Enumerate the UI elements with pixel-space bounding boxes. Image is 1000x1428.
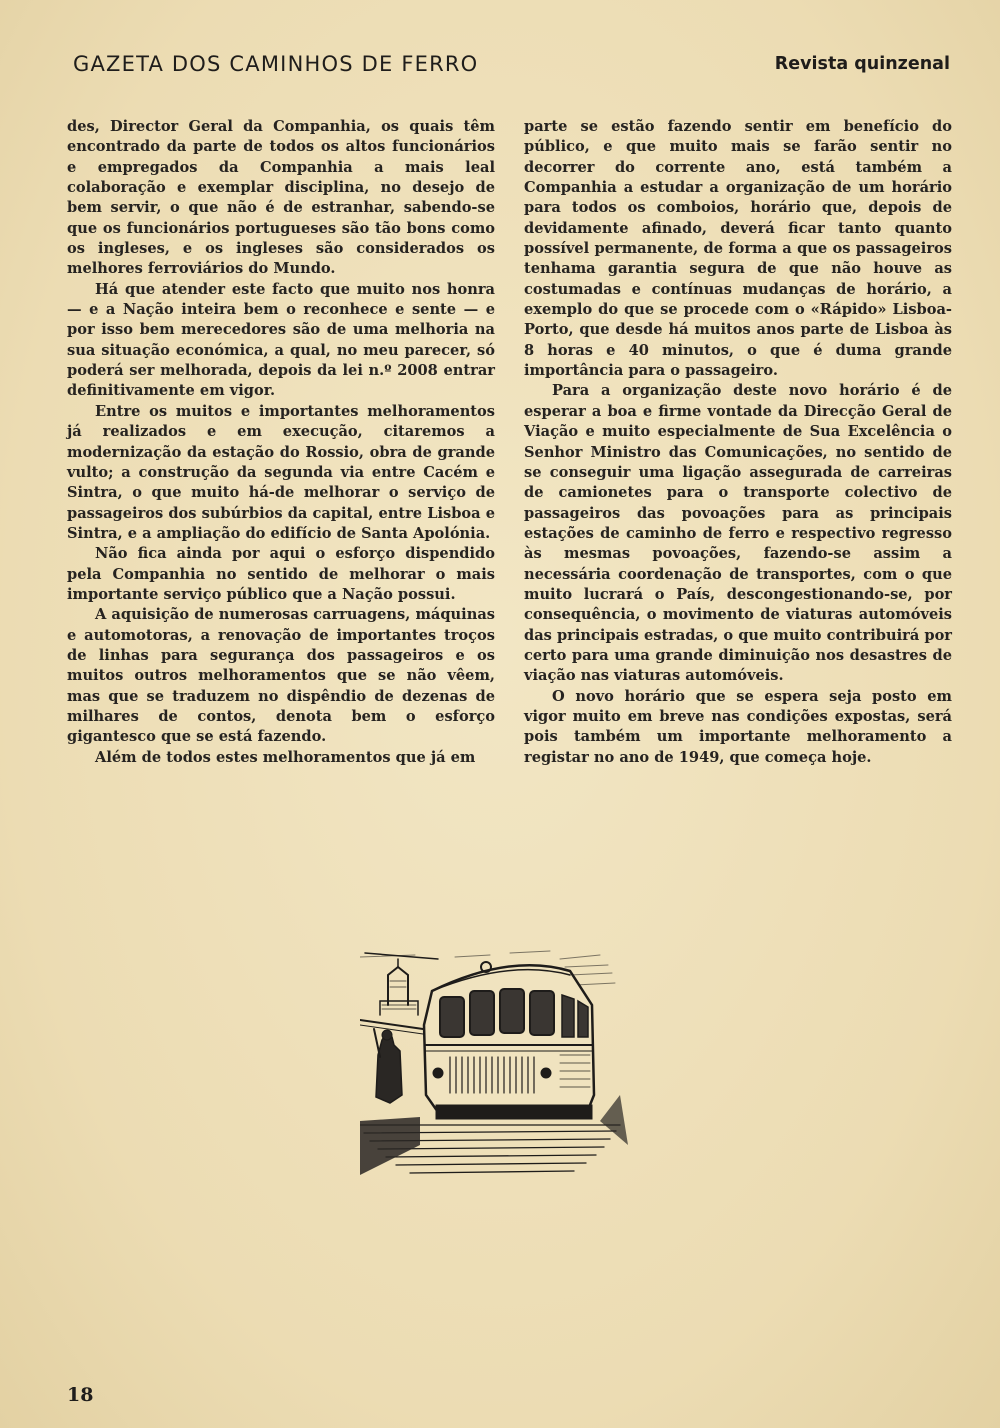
publication-title: GAZETA DOS CAMINHOS DE FERRO: [73, 52, 479, 76]
paragraph: A aquisição de numerosas carruagens, máquinas e automotoras, a renovação de importantes troços de linhas para segurança dos passageiros e os muitos outros melhoramentos que se não vêem, mas que se traduzem no dispêndio de dezenas de milhares de contos, denota bem o esforço gigantesco que se está fazendo.: [67, 606, 495, 746]
paragraph: Não fica ainda por aqui o esforço dispendido pela Companhia no sentido de melhorar o mais importante serviço público que a Nação possui.: [67, 545, 495, 603]
text-column-left: [67, 117, 495, 768]
paragraph: Para a organização deste novo horário é de esperar a boa e firme vontade da Direcção Geral de Viação e muito especialmente de Sua Excelência o Senhor Ministro das Comunicações, no sentido de se conseguir uma ligação assegurada de carreiras de camionetes para o transporte colectivo de passageiros das povoações para as principais estações de caminho de ferro e respectivo regresso às mesmas povoações, fazendo-se assim a necessária coordenação de transportes, com o que muito lucrará o País, descongestionando-se, por consequência, o movimento de viaturas automóveis das principais estradas, o que muito contribuirá por certo para uma grande diminuição nos desastres de viação nas viaturas automóveis.: [524, 382, 952, 685]
page-number: 18: [67, 1384, 94, 1406]
paragraph: Entre os muitos e importantes melhoramentos já realizados e em execução, citaremos a modernização da estação do Rossio, obra de grande vulto; a construção da segunda via entre Cacém e Sintra, o que muito há-de melhorar o serviço de passageiros dos subúrbios da capital, entre Lisboa e Sintra, e a ampliação do edifício de Santa Apolónia.: [67, 402, 495, 542]
paragraph: des, Director Geral da Companhia, os quais têm encontrado da parte de todos os altos funcionários e empregados da Companhia a mais leal colaboração e exemplar disciplina, no desejo de bem servir, o que não é de estranhar, sabendo-se que os funcionários portugueses são tão bons como os ingleses, e os ingleses são considerados os melhores ferroviários do Mundo.: [67, 118, 495, 278]
paragraph: O novo horário que se espera seja posto em vigor muito em breve nas condições expostas, será pois também um importante melhoramento a registar no ano de 1949, que começa hoje.: [524, 687, 952, 766]
railcar-illustration-icon: [360, 945, 628, 1185]
paragraph: Há que atender este facto que muito nos honra — e a Nação inteira bem o reconhece e sente — e por isso bem merecedores são de uma melhoria na sua situação económica, a qual, no meu parecer, só poderá ser melhorada, depois da lei n.º 2008 entrar definitivamente em vigor.: [67, 280, 495, 400]
paragraph: parte se estão fazendo sentir em benefício do público, e que muito mais se farão sentir no decorrer do corrente ano, está também a Companhia a estudar a organização de um horário para todos os comboios, horário que, depois de devidamente afinado, deverá ficar tanto quanto possível permanente, de forma a que os passageiros tenhama garantia segura de que não houve as costumadas e contínuas mudanças de horário, a exemplo do que se procede com o «Rápido» Lisboa-Porto, que desde há muitos anos parte de Lisboa às 8 horas e 40 minutos, o que é duma grande importância para o passageiro.: [524, 118, 952, 380]
text-column-right: [524, 117, 952, 768]
paragraph: Além de todos estes melhoramentos que já em: [95, 748, 476, 766]
publication-subtitle: Revista quinzenal: [774, 54, 950, 74]
